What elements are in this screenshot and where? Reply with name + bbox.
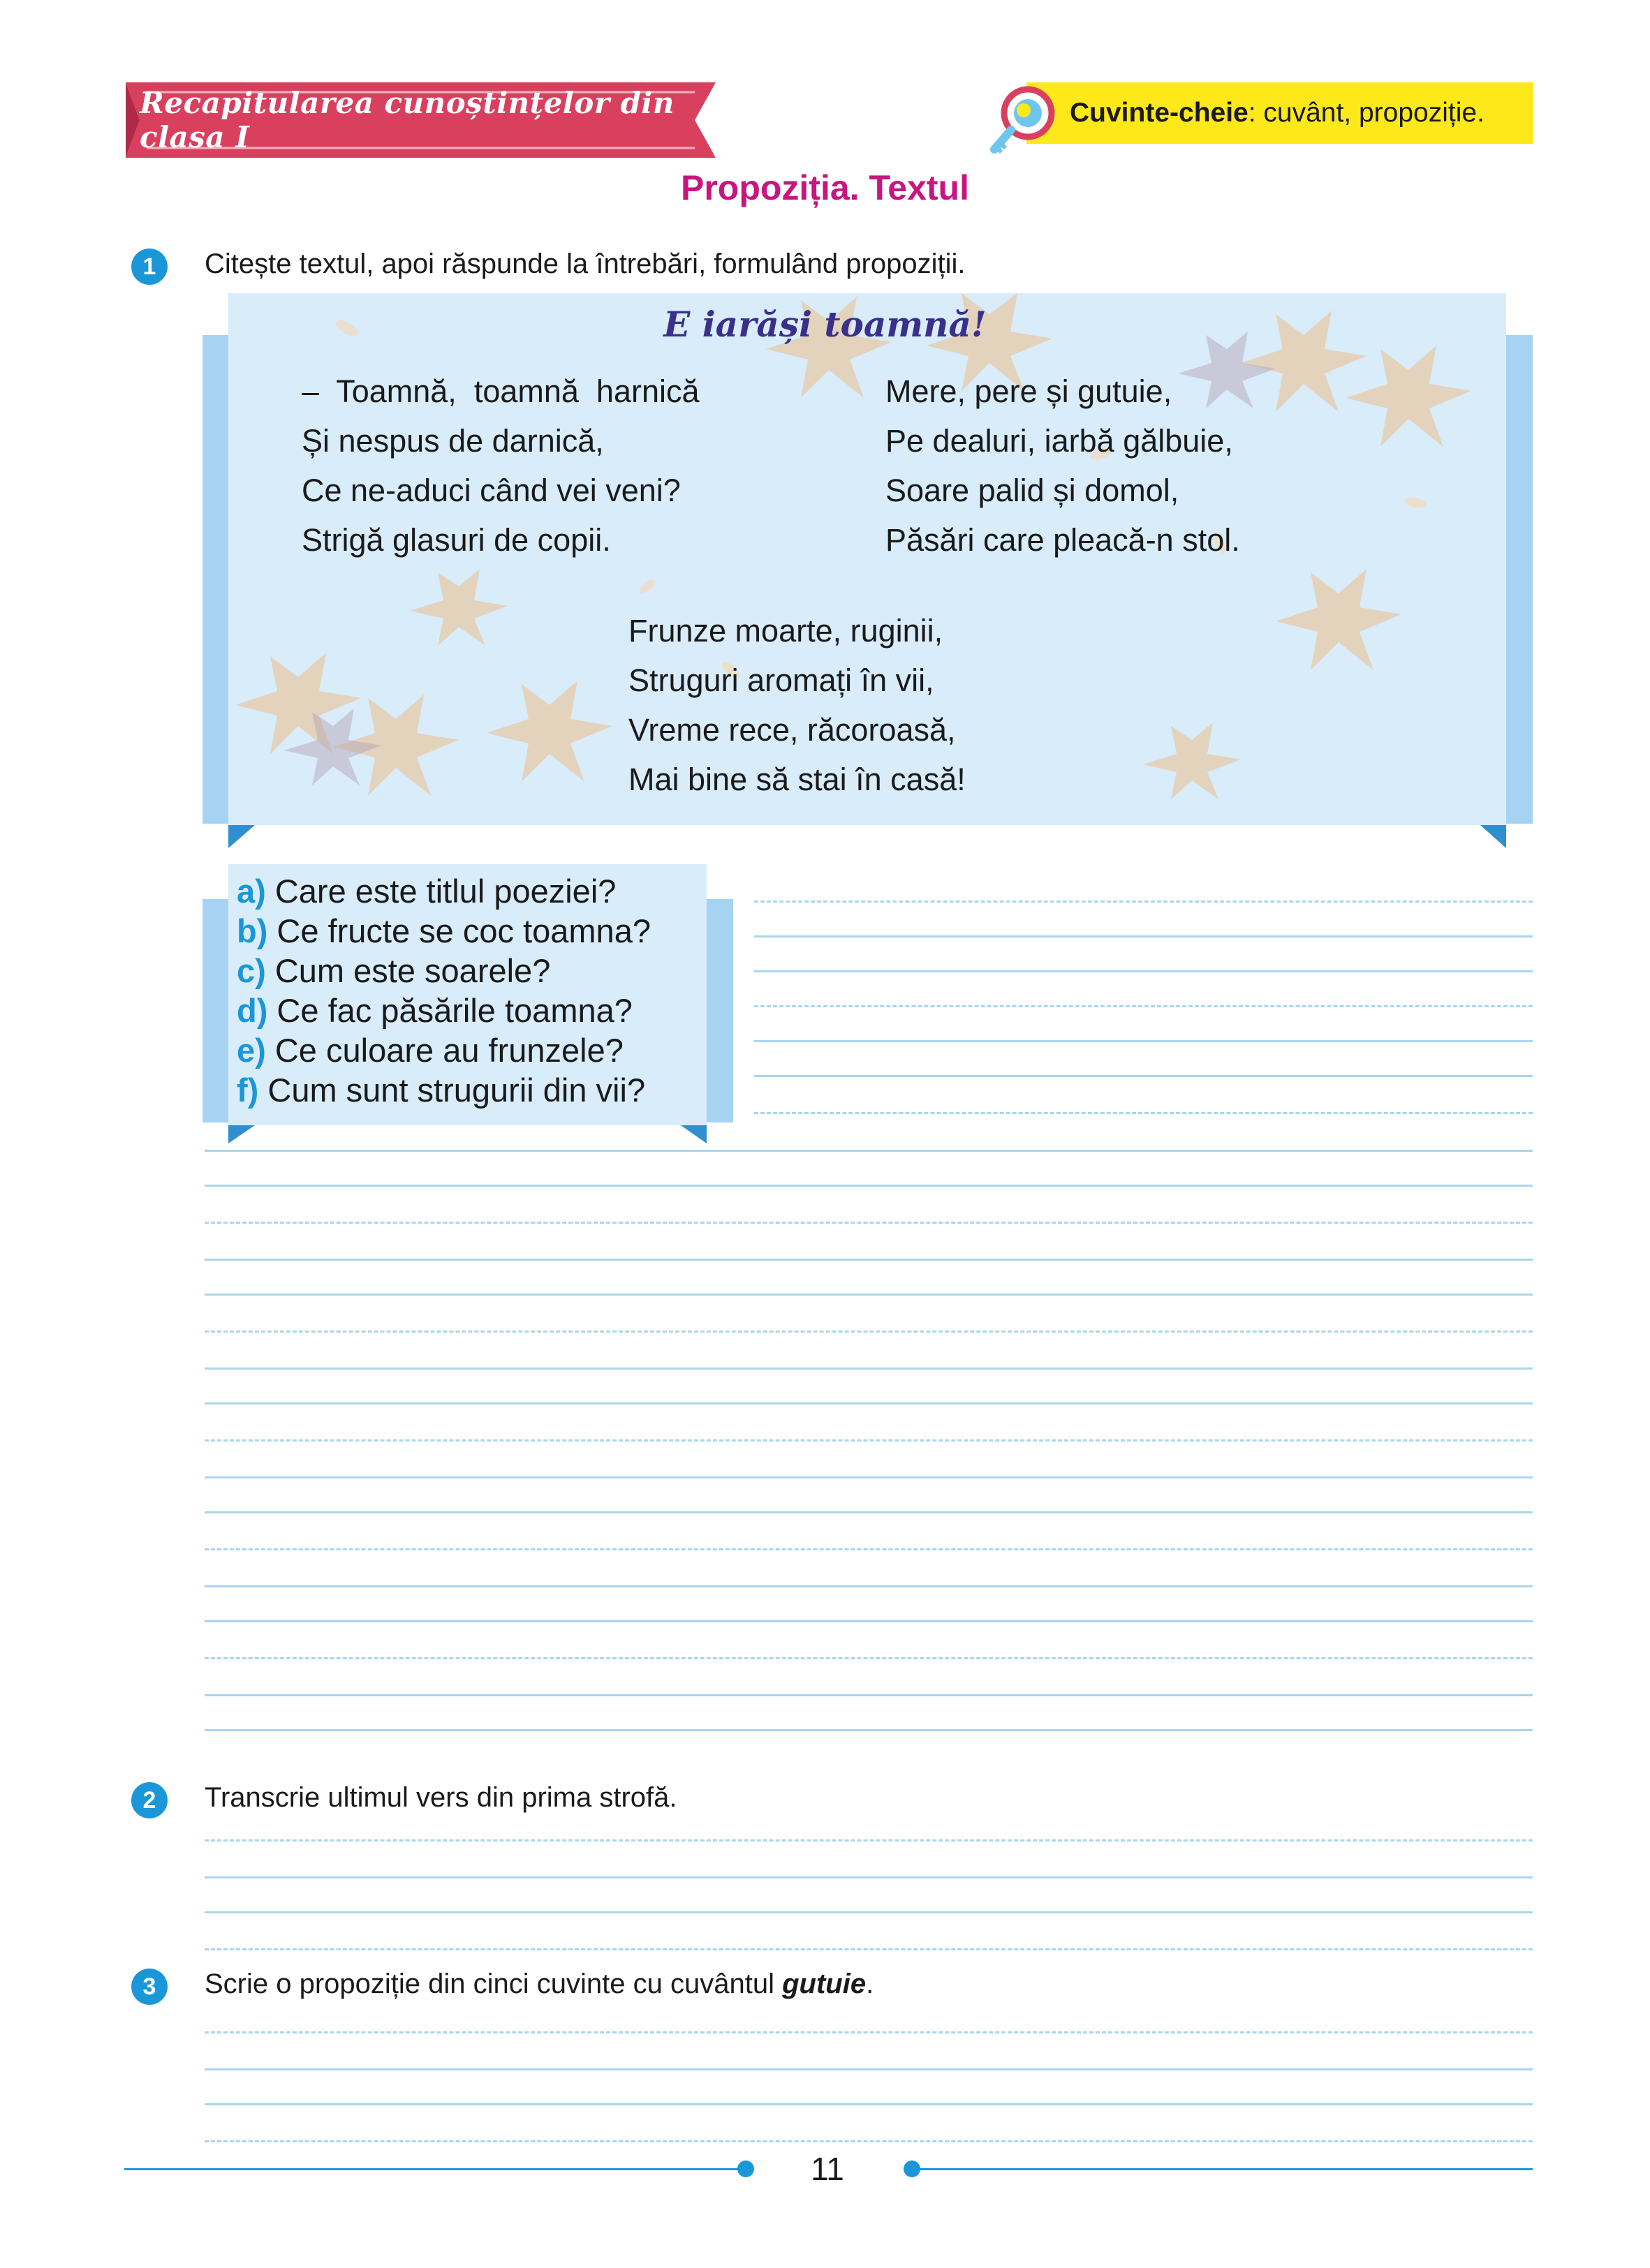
page-number: 11 <box>811 2151 844 2187</box>
task-2-instruction: Transcrie ultimul vers din prima strofă. <box>205 1782 677 1813</box>
writing-line[interactable] <box>205 1620 1533 1622</box>
writing-line[interactable] <box>205 1585 1533 1587</box>
question-d: d) Ce fac păsările toamna? <box>237 992 633 1029</box>
footer-rule-right <box>911 2168 1533 2170</box>
keywords-label: Cuvinte-cheie <box>1070 98 1248 128</box>
question-e: e) Ce culoare au frunzele? <box>237 1032 624 1069</box>
writing-line[interactable] <box>205 1839 1533 1841</box>
poem-title: E iarăși toamnă! <box>663 304 987 345</box>
writing-line[interactable] <box>754 970 1533 972</box>
footer-dot <box>737 2160 754 2177</box>
poem-line: Și nespus de darnică, <box>302 423 604 459</box>
writing-line[interactable] <box>754 1040 1533 1042</box>
questions-panel <box>202 864 733 1143</box>
writing-line[interactable] <box>754 900 1533 903</box>
writing-line[interactable] <box>205 1548 1533 1550</box>
questions-list <box>228 864 707 1125</box>
writing-line[interactable] <box>205 1222 1533 1224</box>
task-3-instruction: Scrie o propoziție din cinci cuvinte cu cuvântul gutuie. <box>205 1969 874 1999</box>
writing-line[interactable] <box>205 1911 1533 1913</box>
poem-line: Frunze moarte, ruginii, <box>628 613 943 648</box>
writing-line[interactable] <box>754 1005 1533 1007</box>
poem-line: Struguri aromați în vii, <box>628 662 934 698</box>
writing-line[interactable] <box>754 1112 1533 1114</box>
poem-line: Vreme rece, răcoroasă, <box>628 712 956 748</box>
writing-line[interactable] <box>205 2103 1533 2105</box>
poem-line: Pe dealuri, iarbă gălbuie, <box>885 423 1233 459</box>
writing-line[interactable] <box>205 1694 1533 1696</box>
magnifier-key-icon <box>985 82 1065 159</box>
poem-line: Ce ne-aduci când vei veni? <box>302 473 681 508</box>
poem-line: Păsări care pleacă-n stol. <box>885 522 1240 558</box>
writing-line[interactable] <box>205 1476 1533 1478</box>
page-title: Propoziția. Textul <box>681 168 969 207</box>
writing-line[interactable] <box>205 2140 1533 2142</box>
writing-line[interactable] <box>205 1294 1533 1296</box>
poem-line: Strigă glasuri de copii. <box>302 522 611 558</box>
question-b: b) Ce fructe se coc toamna? <box>237 912 651 949</box>
writing-line[interactable] <box>205 1729 1533 1731</box>
writing-line[interactable] <box>205 1439 1533 1441</box>
chapter-ribbon-label: Recapitularea cunoștințelor din clasa I <box>140 86 675 154</box>
question-f: f) Cum sunt strugurii din vii? <box>237 1072 646 1109</box>
writing-line[interactable] <box>205 1511 1533 1513</box>
poem-line: Mai bine să stai în casă! <box>628 762 966 797</box>
writing-line[interactable] <box>205 1185 1533 1187</box>
poem-line: Mere, pere și gutuie, <box>885 373 1172 409</box>
emphasized-word: gutuie <box>782 1969 867 1999</box>
poem-line: – Toamnă, toamnă harnică <box>302 373 700 409</box>
writing-line[interactable] <box>205 1948 1533 1950</box>
writing-line[interactable] <box>205 1259 1533 1261</box>
task-number-1: 1 <box>131 249 168 285</box>
writing-line[interactable] <box>754 935 1533 937</box>
writing-line[interactable] <box>205 1402 1533 1404</box>
question-a: a) Care este titlul poeziei? <box>237 873 617 910</box>
writing-line[interactable] <box>205 2031 1533 2033</box>
writing-line[interactable] <box>205 1331 1533 1333</box>
writing-line[interactable] <box>754 1075 1533 1077</box>
poem-line: Soare palid și domol, <box>885 473 1179 508</box>
question-c: c) Cum este soarele? <box>237 952 551 989</box>
keywords-box <box>1026 82 1533 144</box>
writing-line[interactable] <box>205 2068 1533 2070</box>
writing-line[interactable] <box>205 1368 1533 1370</box>
footer-rule-left <box>124 2168 746 2170</box>
task-number-2: 2 <box>131 1782 168 1818</box>
task-number-3: 3 <box>131 1969 168 2005</box>
keywords-value: : cuvânt, propoziție. <box>1248 98 1485 128</box>
task-1-instruction: Citește textul, apoi răspunde la întrebări, formulând propoziții. <box>205 249 966 279</box>
writing-line[interactable] <box>205 1150 1533 1152</box>
writing-line[interactable] <box>205 1657 1533 1659</box>
chapter-ribbon <box>126 82 716 158</box>
writing-line[interactable] <box>205 1876 1533 1878</box>
